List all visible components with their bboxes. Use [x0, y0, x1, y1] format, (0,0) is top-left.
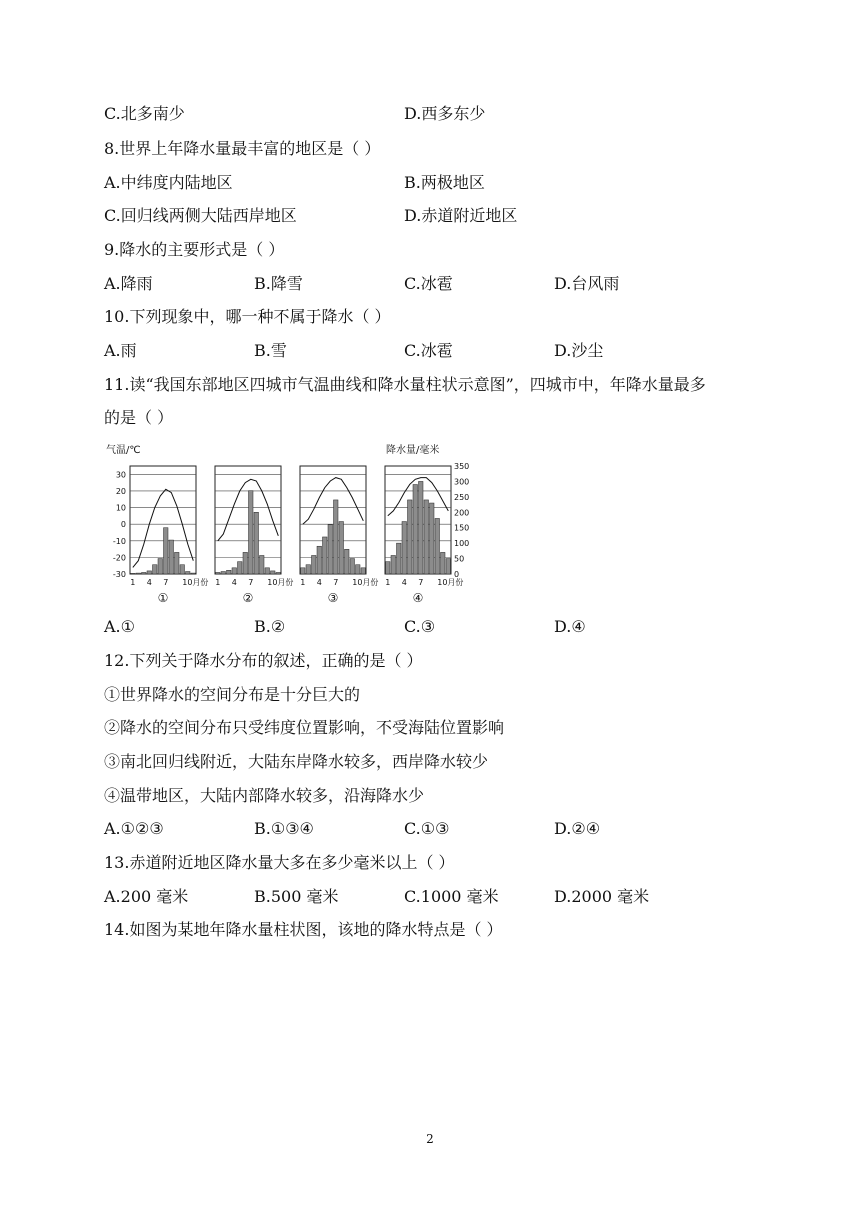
panel-label: ④: [412, 591, 424, 605]
month-tick-label: 7: [163, 578, 169, 587]
question-11-line-1: 11.读“我国东部地区四城市气温曲线和降水量柱状示意图”，四城市中，年降水量最多: [104, 375, 706, 394]
precip-bar: [186, 572, 191, 574]
precip-bar: [260, 555, 265, 574]
precip-bar: [238, 562, 243, 574]
month-tick-label: 1: [385, 578, 391, 587]
precip-bar: [153, 565, 158, 574]
month-tick-label: 1: [130, 578, 136, 587]
precip-bar: [147, 571, 152, 574]
precip-bar: [446, 559, 451, 574]
precip-bar: [254, 512, 259, 574]
precip-bar: [175, 552, 180, 574]
question-14: 14.如图为某地年降水量柱状图，该地的降水特点是（ ）: [104, 920, 503, 939]
precip-bar: [221, 572, 226, 574]
month-tick-label: 7: [418, 578, 424, 587]
q9-option-a: A.降雨: [104, 274, 153, 293]
precip-bar: [339, 522, 344, 574]
month-tick-label: 1: [215, 578, 221, 587]
temp-tick-label: -30: [112, 570, 126, 579]
q10-option-b: B.雪: [254, 341, 287, 360]
panel-label: ③: [327, 591, 339, 605]
temp-tick-label: -20: [112, 553, 126, 563]
precip-bar: [356, 565, 361, 574]
precip-bar: [312, 555, 317, 574]
q10-option-d: D.沙尘: [554, 341, 604, 360]
precip-bar: [386, 562, 391, 574]
q12-option-b: B.①③④: [254, 819, 314, 838]
precip-bar: [413, 485, 418, 574]
month-tick-label: 4: [401, 578, 407, 587]
q13-option-c: C.1000 毫米: [404, 887, 499, 906]
q8-option-c: C.回归线两侧大陆西岸地区: [104, 206, 297, 225]
temp-tick-label: 10: [115, 503, 126, 513]
precip-bar: [334, 500, 339, 574]
q10-option-a: A.雨: [104, 341, 137, 360]
precip-bar: [323, 537, 328, 574]
q10-option-c: C.冰雹: [404, 341, 453, 360]
month-tick-label: 4: [316, 578, 322, 587]
precip-tick-label: 350: [454, 462, 470, 471]
q7-option-c: C.北多南少: [104, 104, 185, 123]
left-axis-label: 气温/℃: [106, 445, 141, 456]
panel-frame: [130, 466, 196, 574]
precip-tick-label: 200: [454, 508, 470, 518]
precip-bar: [430, 503, 435, 574]
precip-bar: [164, 528, 169, 574]
precip-bar: [265, 568, 270, 574]
q13-option-b: B.500 毫米: [254, 887, 339, 906]
question-10: 10.下列现象中，哪一种不属于降水（ ）: [104, 307, 391, 326]
precip-bar: [131, 573, 136, 574]
precip-bar: [402, 522, 407, 574]
question-11-line-2: 的是（ ）: [104, 408, 174, 427]
month-tick-label: 4: [146, 578, 152, 587]
panel-frame: [300, 466, 366, 574]
precip-bar: [306, 565, 311, 574]
precip-bar: [249, 491, 254, 574]
precip-bar: [169, 540, 174, 574]
precip-tick-label: 250: [454, 492, 470, 502]
q12-option-d: D.②④: [554, 819, 601, 838]
month-tick-label: 10月份: [437, 578, 464, 587]
precip-bar: [301, 568, 306, 574]
precip-bar: [350, 559, 355, 574]
panel-frame: [215, 466, 281, 574]
precip-bar: [276, 572, 281, 574]
temp-tick-label: 0: [120, 520, 126, 530]
precip-bar: [158, 559, 163, 574]
q13-option-a: A.200 毫米: [104, 887, 189, 906]
month-tick-label: 1: [300, 578, 306, 587]
precip-tick-label: 0: [454, 570, 460, 579]
precip-bar: [243, 552, 248, 574]
q9-option-b: B.降雪: [254, 274, 303, 293]
precip-tick-label: 100: [454, 539, 470, 549]
q8-option-d: D.赤道附近地区: [404, 206, 518, 225]
temp-tick-label: 20: [115, 486, 126, 496]
month-tick-label: 10月份: [267, 578, 294, 587]
month-tick-label: 4: [231, 578, 237, 587]
precip-bar: [435, 518, 440, 574]
climate-charts: [104, 436, 484, 612]
question-8: 8.世界上年降水量最丰富的地区是（ ）: [104, 139, 381, 158]
panel-label: ②: [242, 591, 254, 605]
question-13: 13.赤道附近地区降水量大多在多少毫米以上（ ）: [104, 853, 455, 872]
precip-bar: [271, 571, 276, 574]
q7-option-d: D.西多东少: [404, 104, 486, 123]
month-tick-label: 10月份: [182, 578, 209, 587]
page-number: 2: [426, 1132, 434, 1146]
panel-label: ①: [157, 591, 169, 605]
precip-bar: [191, 573, 196, 574]
q12-statement-1: ①世界降水的空间分布是十分巨大的: [104, 685, 361, 704]
precip-tick-label: 50: [454, 554, 465, 564]
q9-option-c: C.冰雹: [404, 274, 453, 293]
precip-bar: [136, 573, 141, 574]
q11-option-b: B.②: [254, 617, 286, 636]
precip-bar: [180, 565, 185, 574]
precip-bar: [232, 568, 237, 574]
precip-tick-label: 300: [454, 477, 470, 487]
precip-bar: [361, 568, 366, 574]
q11-option-a: A.①: [104, 617, 135, 636]
month-tick-label: 10月份: [352, 578, 379, 587]
precip-bar: [419, 481, 424, 574]
q12-option-c: C.①③: [404, 819, 450, 838]
precip-tick-label: 150: [454, 523, 470, 533]
question-9: 9.降水的主要形式是（ ）: [104, 240, 285, 259]
question-12: 12.下列关于降水分布的叙述，正确的是（ ）: [104, 651, 423, 670]
precip-bar: [408, 500, 413, 574]
q9-option-d: D.台风雨: [554, 274, 620, 293]
q12-statement-4: ④温带地区，大陆内部降水较多，沿海降水少: [104, 786, 425, 805]
precip-bar: [345, 549, 350, 574]
q11-option-d: D.④: [554, 617, 586, 636]
q11-option-c: C.③: [404, 617, 436, 636]
q12-statement-2: ②降水的空间分布只受纬度位置影响，不受海陆位置影响: [104, 718, 505, 737]
precip-bar: [216, 572, 221, 574]
month-tick-label: 7: [333, 578, 339, 587]
month-tick-label: 7: [248, 578, 254, 587]
precip-bar: [328, 525, 333, 574]
q12-statement-3: ③南北回归线附近，大陆东岸降水较多，西岸降水较少: [104, 752, 489, 771]
precip-bar: [227, 570, 232, 574]
q13-option-d: D.2000 毫米: [554, 887, 650, 906]
precip-bar: [317, 546, 322, 574]
temp-tick-label: -10: [112, 536, 126, 546]
q8-option-a: A.中纬度内陆地区: [104, 173, 233, 192]
right-axis-label: 降水量/毫米: [386, 445, 440, 456]
precip-bar: [142, 572, 147, 574]
precip-bar: [441, 552, 446, 574]
precip-bar: [397, 543, 402, 574]
temp-tick-label: 30: [115, 470, 126, 480]
precip-bar: [424, 500, 429, 574]
q8-option-b: B.两极地区: [404, 173, 485, 192]
precip-bar: [391, 555, 396, 574]
q12-option-a: A.①②③: [104, 819, 164, 838]
